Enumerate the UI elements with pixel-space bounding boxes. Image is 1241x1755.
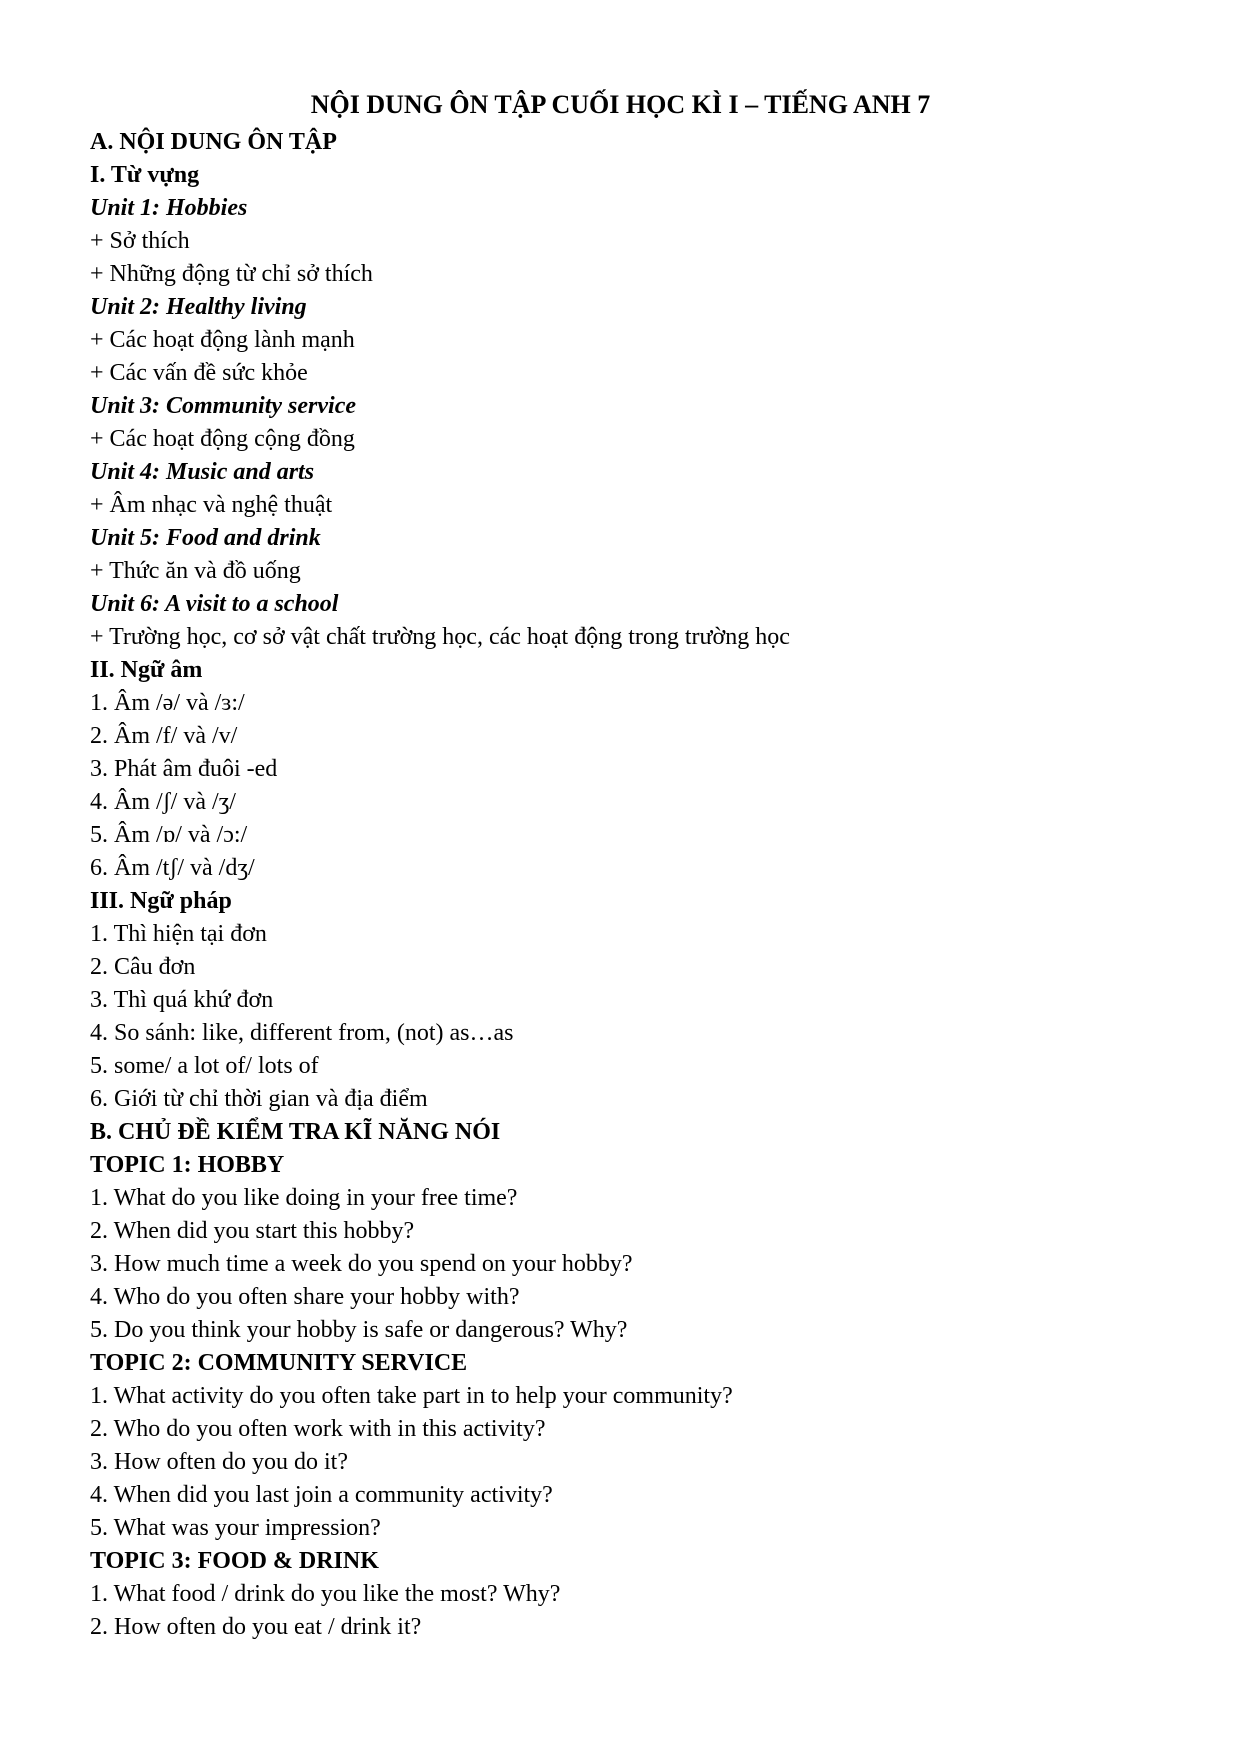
pronunciation-item: 3. Phát âm đuôi -ed: [90, 756, 278, 782]
vocabulary-heading: I. Từ vựng: [90, 162, 200, 188]
pronunciation-item: 6. Âm /tʃ/ và /dʒ/: [90, 855, 255, 881]
topic-2-question: 5. What was your impression?: [90, 1515, 381, 1541]
topic-3-title: TOPIC 3: FOOD & DRINK: [90, 1548, 379, 1574]
topic-2-question: 1. What activity do you often take part in to help your community?: [90, 1383, 733, 1409]
pronunciation-item: 1. Âm /ə/ và /ɜ:/: [90, 690, 245, 716]
unit-1-item: + Sở thích: [90, 228, 190, 254]
topic-2-question: 4. When did you last join a community activity?: [90, 1482, 553, 1508]
pronunciation-item: 2. Âm /f/ và /v/: [90, 723, 238, 749]
unit-2-item: + Các vấn đề sức khỏe: [90, 360, 308, 386]
section-a-heading: A. NỘI DUNG ÔN TẬP: [90, 129, 337, 155]
page-title: NỘI DUNG ÔN TẬP CUỐI HỌC KÌ I – TIẾNG ANH 7: [310, 90, 931, 119]
unit-4-item: + Âm nhạc và nghệ thuật: [90, 492, 333, 518]
topic-2-question: 3. How often do you do it?: [90, 1449, 348, 1475]
grammar-item: 3. Thì quá khứ đơn: [90, 987, 274, 1013]
unit-2-title: Unit 2: Healthy living: [90, 294, 307, 320]
topic-3-question: 2. How often do you eat / drink it?: [90, 1614, 422, 1640]
grammar-item: 2. Câu đơn: [90, 954, 196, 980]
unit-6-title: Unit 6: A visit to a school: [90, 591, 339, 617]
grammar-heading: III. Ngữ pháp: [90, 888, 232, 914]
pronunciation-item: 4. Âm /ʃ/ và /ʒ/: [90, 789, 236, 815]
topic-3-question: 1. What food / drink do you like the most? Why?: [90, 1581, 561, 1607]
unit-5-item: + Thức ăn và đồ uống: [90, 558, 301, 584]
topic-2-title: TOPIC 2: COMMUNITY SERVICE: [90, 1350, 468, 1376]
grammar-item: 6. Giới từ chỉ thời gian và địa điểm: [90, 1086, 428, 1112]
unit-1-title: Unit 1: Hobbies: [90, 195, 248, 221]
pronunciation-item: 5. Âm /ɒ/ và /ɔ:/: [90, 822, 248, 848]
topic-1-title: TOPIC 1: HOBBY: [90, 1152, 285, 1178]
topic-1-question: 3. How much time a week do you spend on your hobby?: [90, 1251, 633, 1277]
topic-1-question: 1. What do you like doing in your free time?: [90, 1185, 518, 1211]
topic-1-question: 5. Do you think your hobby is safe or dangerous? Why?: [90, 1317, 628, 1343]
unit-3-item: + Các hoạt động cộng đồng: [90, 426, 355, 452]
unit-1-item: + Những động từ chỉ sở thích: [90, 261, 373, 287]
section-b-heading: B. CHỦ ĐỀ KIỂM TRA KĨ NĂNG NÓI: [90, 1119, 501, 1145]
unit-6-item: + Trường học, cơ sở vật chất trường học, các hoạt động trong trường học: [90, 624, 790, 650]
unit-4-title: Unit 4: Music and arts: [90, 459, 315, 485]
pronunciation-heading: II. Ngữ âm: [90, 657, 203, 683]
grammar-item: 5. some/ a lot of/ lots of: [90, 1053, 319, 1079]
topic-1-question: 2. When did you start this hobby?: [90, 1218, 415, 1244]
unit-2-item: + Các hoạt động lành mạnh: [90, 327, 355, 353]
unit-5-title: Unit 5: Food and drink: [90, 525, 321, 551]
topic-1-question: 4. Who do you often share your hobby with?: [90, 1284, 520, 1310]
topic-2-question: 2. Who do you often work with in this activity?: [90, 1416, 546, 1442]
grammar-item: 1. Thì hiện tại đơn: [90, 921, 267, 947]
grammar-item: 4. So sánh: like, different from, (not) as…as: [90, 1020, 514, 1046]
unit-3-title: Unit 3: Community service: [90, 393, 356, 419]
document-body: [90, 126, 1170, 1644]
